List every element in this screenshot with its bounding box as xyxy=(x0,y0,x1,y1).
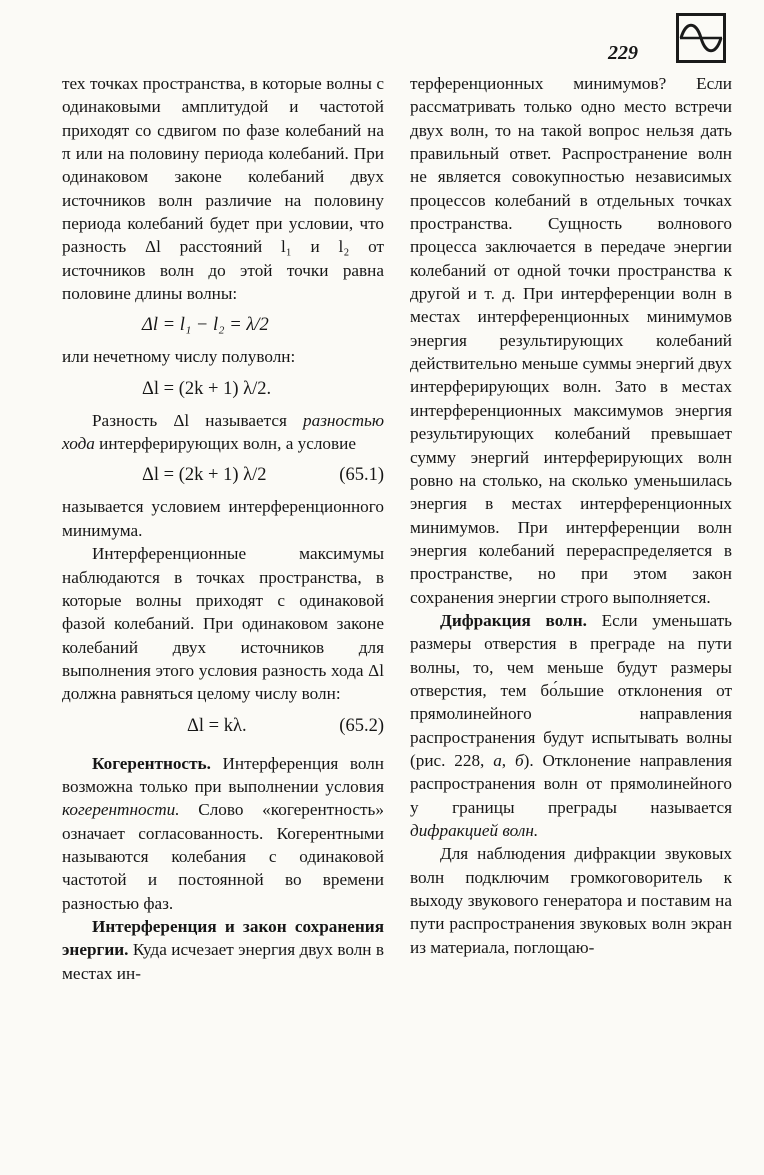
wave-icon xyxy=(676,13,726,63)
term: разностью хода xyxy=(62,410,384,454)
right-column xyxy=(410,72,732,959)
term: дифракцией волн. xyxy=(410,821,539,840)
paragraph: Разность Δl называется разностью хода интерферирующих волн, а условие xyxy=(62,410,384,454)
formula: Δl = (2k + 1) λ/2. xyxy=(142,378,272,399)
paragraph: терференционных минимумов? Если рассматривать только одно место встречи двух волн, то на такой вопрос нельзя дать правильный ответ. Распространение волн не является совокупностью независимых процессов колебаний в отдельных точках пространства. Сущность волнового процесса заключается в передаче энергии колебаний от одной точки пространства к другой и т. д. При интерференции волн в местах интерференционных минимумов энергия результирующих колебаний действительно меньше суммы энергий двух интерферирующих волн. Зато в местах интерференционных максимумов энергия результирующих колебаний превышает сумму энергий интерферирующих волн ровно на столько, на сколько уменьшилась энергия в местах интерференционных минимумов. При интерференции волн энергия колебаний перераспределяется в пространстве, но при этом закон сохранения энергии строго выполняется. xyxy=(410,74,732,607)
paragraph: тех точках пространства, в которые волны с одинаковыми амплитудой и частотой приходят со сдвигом по фазе колебаний на π или на половину периода колебаний. При одинаковом законе колебаний двух источников волн различие на половину периода колебаний будет при условии, что разность Δl расстояний l₁ и l₂ от источников волн до этой точки равна половине длины волны: xyxy=(62,74,384,304)
section-heading: Когерентность. xyxy=(92,753,211,773)
paragraph: Для наблюдения дифракции звуковых волн подключим громкоговоритель к выходу звукового генератора и поставим на пути распространения звуковых волн экран из материала, поглощаю- xyxy=(410,844,732,957)
paragraph: Интерференция и закон сохранения энергии. Куда исчезает энергия двух волн в местах ин- xyxy=(62,916,384,983)
equation-number: (65.2) xyxy=(339,715,384,736)
equation-number: (65.1) xyxy=(339,465,384,486)
paragraph: Когерентность. Интерференция волн возможна только при выполнении условия когерентности. Слово «когерентность» означает согласованность. Когерентными называются колебания с одинаковой частотой и постоянной во времени разностью фаз. xyxy=(62,753,384,913)
page-number: 229 xyxy=(608,42,638,64)
left-column xyxy=(62,72,384,985)
paragraph: Дифракция волн. Если уменьшать размеры отверстия в преграде на пути волны, то, чем меньше будут размеры отверстия, тем бо́льшие отклонения от прямолинейного направления распространения будут испытывать волны (рис. 228, а, б). Отклонение направления распространения волн от прямолинейного у границы преграды называется дифракцией волн. xyxy=(410,610,733,840)
term: когерентности. xyxy=(62,800,180,820)
formula: Δl = kλ. (65.2) xyxy=(62,706,384,746)
section-heading: Дифракция волн. xyxy=(440,610,587,630)
paragraph: Интерференционные максимумы наблюдаются в точках пространства, в которые волны приходят с одинаковой фазой колебаний. При одинаковом законе колебаний двух источников для выполнения этого условия разность хода Δl должна равняться целому числу волн: xyxy=(62,544,384,704)
paragraph: или нечетному числу полуволн: xyxy=(62,347,296,367)
section-heading: Интерференция и закон сохранения энергии. xyxy=(62,916,384,960)
paragraph: называется условием интерференционного минимума. xyxy=(62,497,384,540)
formula: Δl = (2k + 1) λ/2 (65.1) xyxy=(62,455,384,495)
formula: Δl = l₁ − l₂ = λ/2 xyxy=(142,315,269,336)
